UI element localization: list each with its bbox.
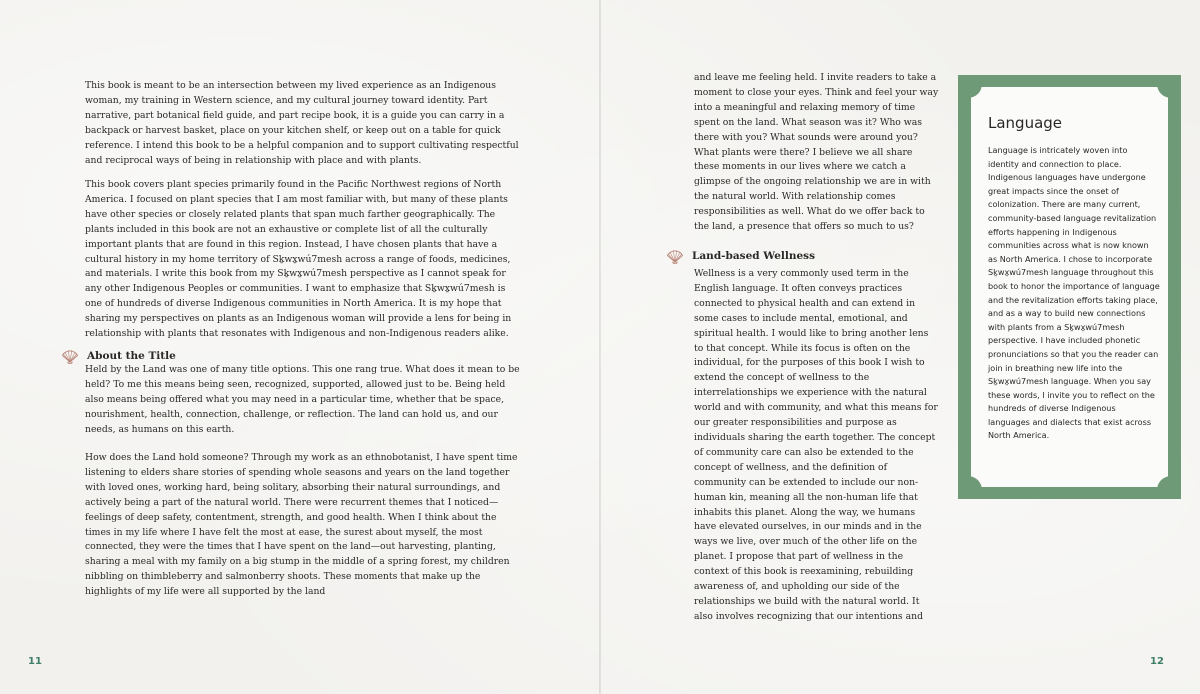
left-paragraph-scope: This book covers plant species primarily found in the Pacific Northwest regions of North America. I focused on plant species that I am most familiar with, but many of these plants have other species or closely related plants that span much farther geographically. The plants included in this book are not an exhaustive or complete list of all the culturally important plants that are found in this region. Instead, I have chosen plants that have a cultural history in my home territory of Sḵwx̱wú7mesh across a range of foods, medicines, and materials. I write this book from my Sḵwx̱wú7mesh perspective as I cannot speak for any other Indigenous Peoples or communities. I want to emphasize that Sḵwx̱wú7mesh is one of hundreds of diverse Indigenous communities in North America. It is my hope that sharing my perspectives on plants as an Indigenous woman will provide a lens for being in relationship with plants that resonates with Indigenous and non-Indigenous readers alike. [85,179,512,340]
about-title-heading [60,348,176,364]
scallop-shell-icon [665,248,685,264]
left-paragraph-about-title: Held by the Land was one of many title options. This one rang true. What does it mean to be held? To me this means being seen, recognized, supported, allowed just to be. Being held also means being offered what you may need in a particular time, whether that be space, nourishment, health, connection, challenge, or reflection. The land can hold us, and our needs, as humans on this earth. [85,364,520,435]
sidebar-corner-notch [968,476,982,490]
left-paragraph-intro: This book is meant to be an intersection between my lived experience as an Indigenous woman, my training in Western science, and my cultural journey toward identity. Part narrative, part botanical field guide, and part recipe book, it is a guide you can carry in a backpack or harvest basket, place on your kitchen shelf, or keep out on a table for quick reference. I intend this book to be a helpful companion and to support cultivating respectful and reciprocal ways of being in relationship with place and with plants. [85,80,519,166]
right-paragraph-wellness: Wellness is a very commonly used term in the English language. It often conveys practices connected to physical health and can extend in some cases to include mental, emotional, and spiritual health. I would like to bring another lens to that concept. While its focus is often on the individual, for the purposes of this book I wish to extend the concept of wellness to the interrelationships we experience with the natural world and with community, and what this means for our greater responsibilities and purpose as individuals sharing the earth together. The concept of community care can also be extended to the concept of wellness, and the definition of community can be extended to include our non-human kin, meaning all the non-human life that inhabits this planet. Along the way, we humans have elevated ourselves, in our minds and in the ways we live, over much of the other life on the planet. I propose that part of wellness in the context of this book is reexamining, rebuilding awareness of, and upholding our side of the relationships we build with the natural world. It also involves recognizing that our intentions and [694,268,938,622]
left-paragraph-how-held: How does the Land hold someone? Through my work as an ethnobotanist, I have spent time listening to elders share stories of spending whole seasons and years on the land together with loved ones, working hard, being solitary, absorbing their natural surroundings, and actively being a part of the natural world. There were recurrent themes that I noticed—feelings of deep safety, contentment, strength, and good health. When I think about the times in my life where I have felt the most at ease, the surest about myself, the most connected, they were the times that I have spent on the land—out harvesting, planting, sharing a meal with my family on a big stump in the middle of a spring forest, my children nibbling on thimbleberry and salmonberry shoots. These moments that make up the highlights of my life were all supported by the land [85,452,518,598]
page-number-right: 12 [1150,656,1164,667]
about-title-heading-text: About the Title [87,350,176,362]
land-based-wellness-heading-text: Land-based Wellness [692,250,815,262]
right-page [601,0,1200,694]
left-page [0,0,599,694]
right-paragraph-continued: and leave me feeling held. I invite readers to take a moment to close your eyes. Think and feel your way into a meaningful and relaxing memory of time spent on the land. What season was it? Who was there with you? What sounds were around you? What plants were there? I believe we all share these moments in our lives where we catch a glimpse of the ongoing relationship we are in with the natural world. With relationship comes responsibilities as well. What do we offer back to the land, a presence that offers so much to us? [694,72,939,233]
sidebar-corner-notch [1157,84,1171,98]
scallop-shell-icon [60,348,80,364]
land-based-wellness-heading [665,248,815,264]
page-number-left: 11 [28,656,42,667]
language-sidebar-panel [971,87,1168,487]
language-sidebar [958,75,1181,499]
sidebar-body-text: Language is intricately woven into identity and connection to place. Indigenous languages have undergone great impacts since the onset of colonization. There are many current, community-based language revitalization efforts happening in Indigenous communities across what is now known as North America. I chose to incorporate Sḵwx̱wú7mesh language throughout this book to honor the importance of language and the revitalization efforts taking place, and as a way to build new connections with plants from a Sḵwx̱wú7mesh perspective. I have included phonetic pronunciations so that you the reader can join in breathing new life into the Sḵwx̱wú7mesh language. When you say these words, I invite you to reflect on the hundreds of diverse Indigenous languages and dialects that exist across North America. [988,145,1160,441]
sidebar-title: Language [988,114,1063,132]
